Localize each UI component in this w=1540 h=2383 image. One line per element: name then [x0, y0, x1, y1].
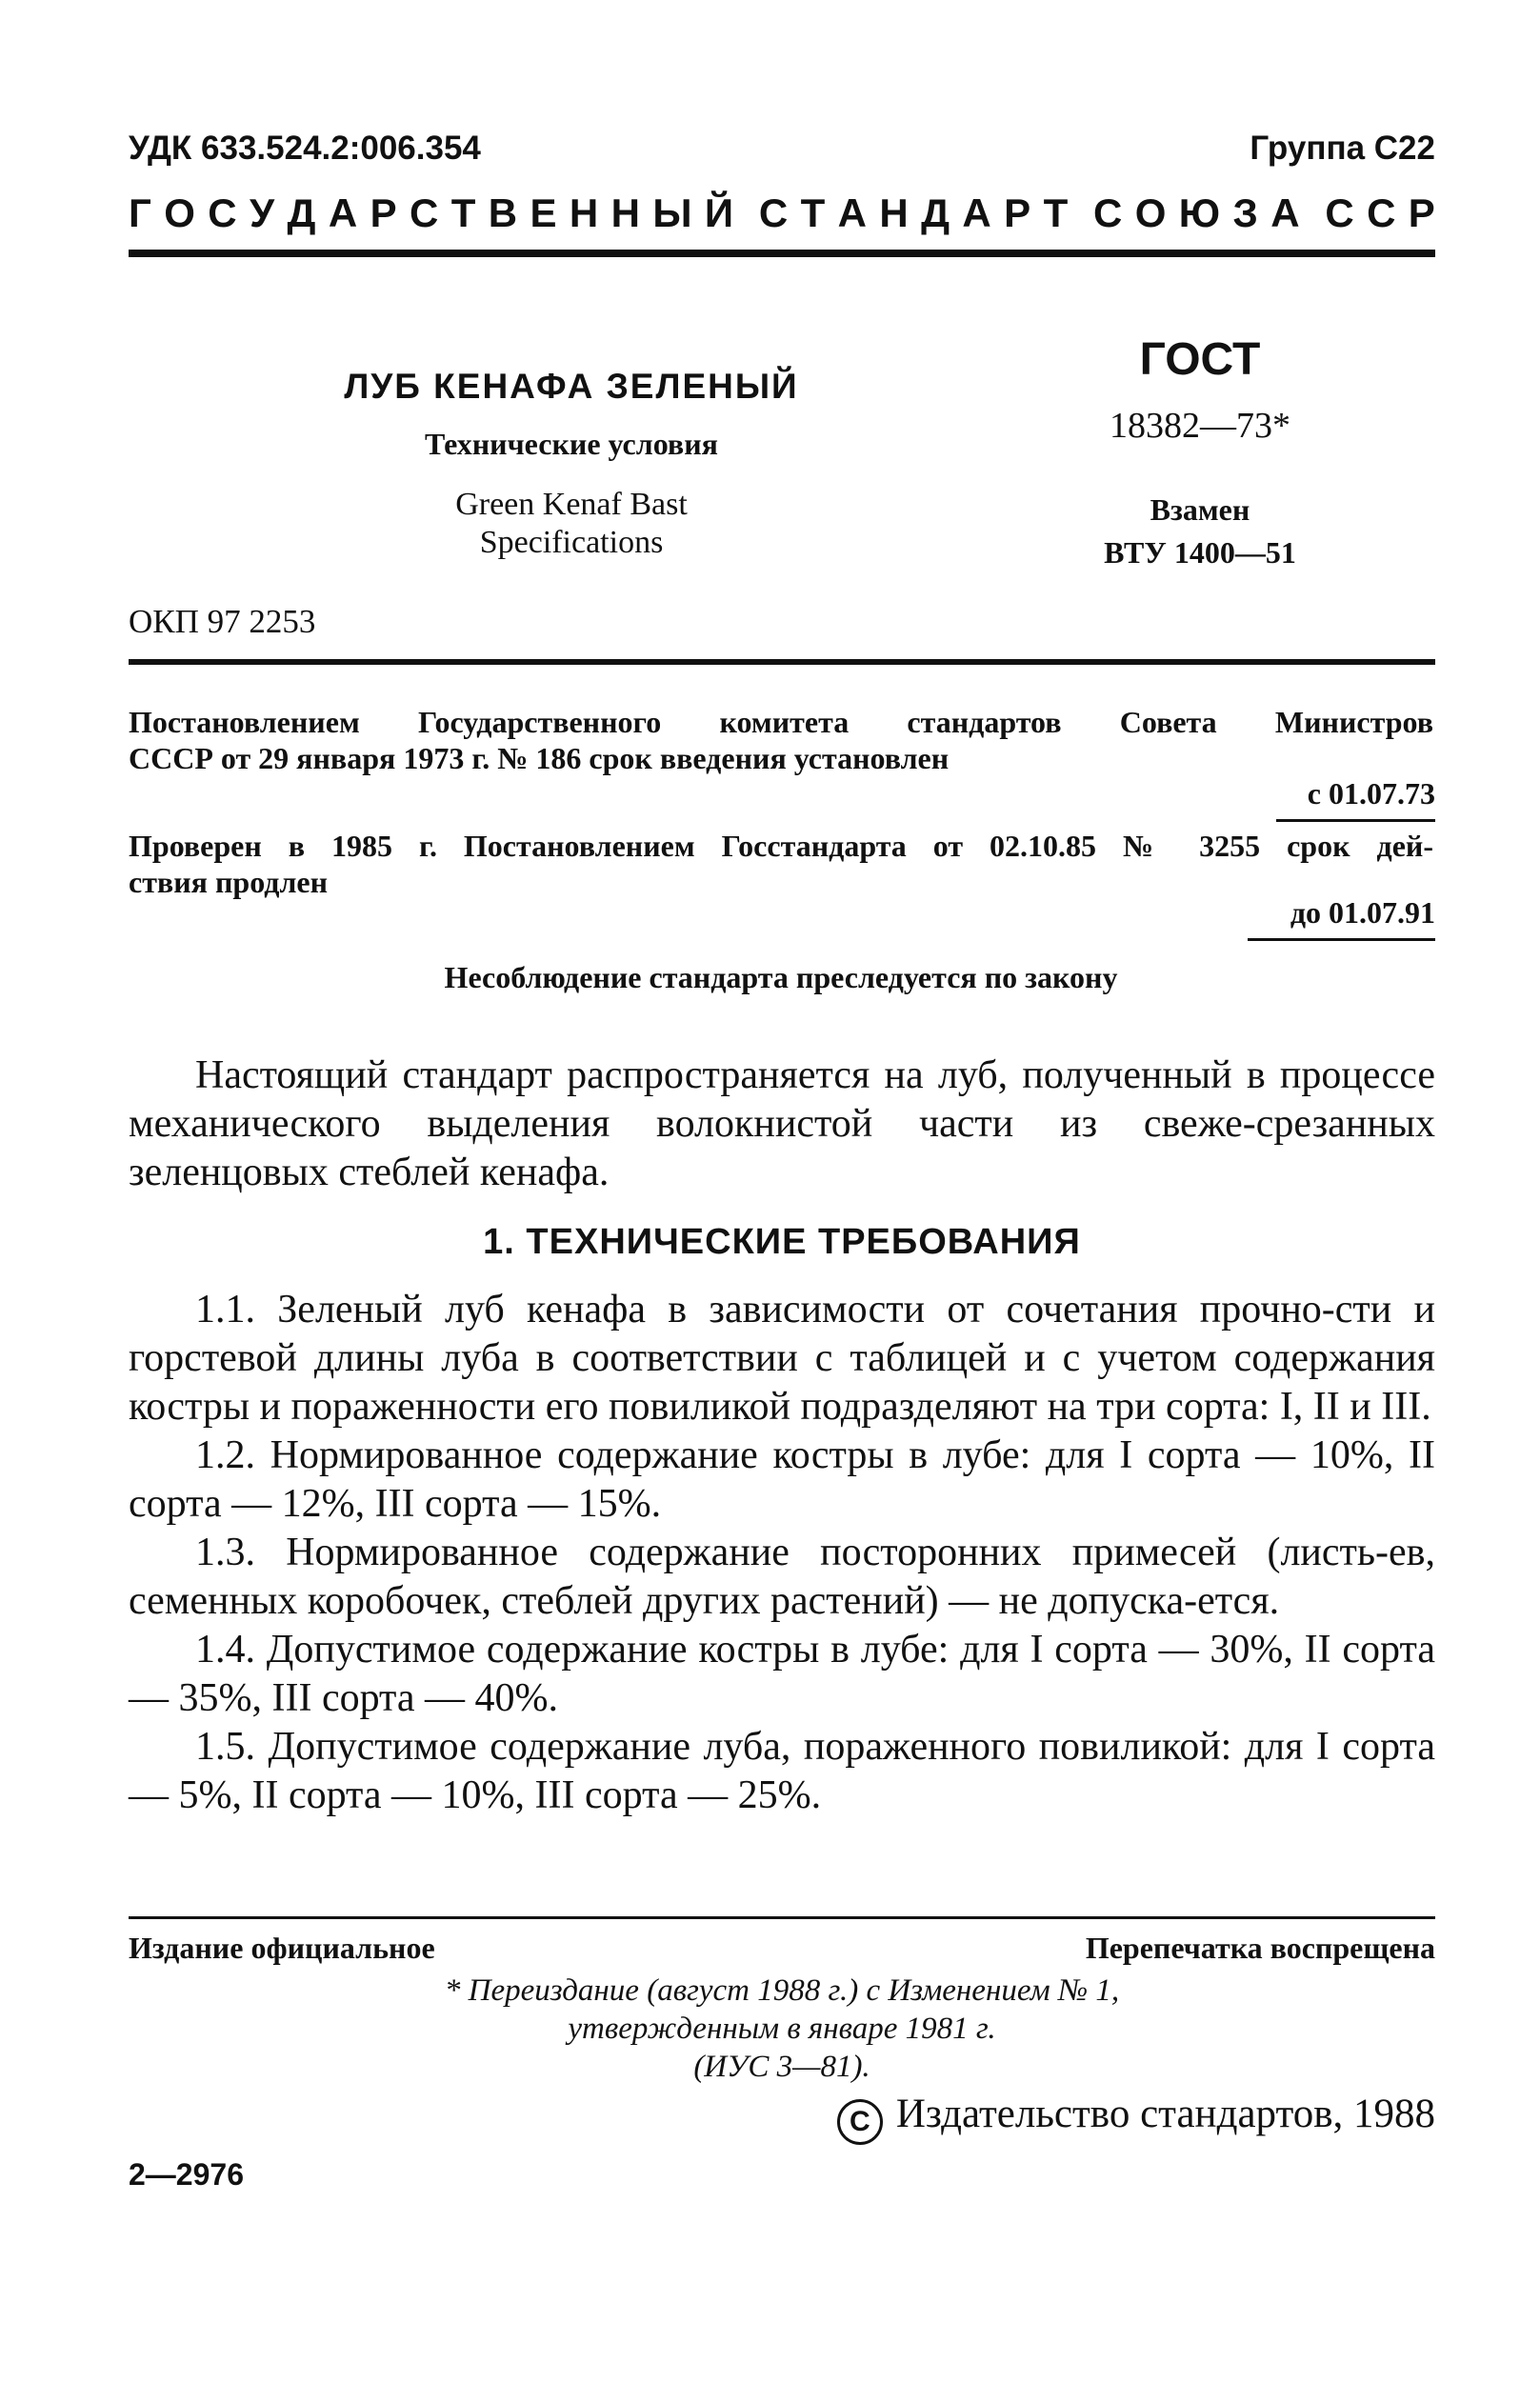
state-standard-letter: А — [328, 190, 358, 235]
state-standard-letter: О — [1134, 190, 1167, 235]
state-standard-letter: Г — [129, 190, 151, 235]
print-code: 2—2976 — [129, 2157, 244, 2192]
decree-second-date: до 01.07.91 — [1290, 895, 1435, 930]
footer-rule — [129, 1916, 1435, 1919]
state-standard-heading — [129, 190, 1435, 236]
official-edition: Издание официальное — [129, 1931, 435, 1965]
document-subtitle: Технические условия — [425, 427, 718, 461]
decree-date-rule — [1276, 819, 1435, 822]
state-standard-letter: Д — [287, 190, 316, 235]
intro-paragraph: Настоящий стандарт распространяется на луб, полученный в процессе механического выделения волокнистой части из свеже-срезанных зеленцовых стеблей кенафа. — [129, 1053, 1435, 1194]
state-standard-letter: Т — [800, 190, 826, 235]
decree-first-line1: Постановлением Государственного комитета стандартов Совета Министров — [129, 705, 1433, 739]
state-standard-letter: С — [208, 190, 237, 235]
state-standard-letter: С — [1367, 190, 1396, 235]
state-standard-letter: Т — [1043, 190, 1069, 235]
replaces-value: ВТУ 1400—51 — [1104, 535, 1296, 570]
state-standard-letter: Д — [921, 190, 950, 235]
state-standard-letter: Й — [704, 190, 734, 235]
decree-date-rule-2 — [1248, 938, 1435, 941]
publisher-text: Издательство стандартов, 1988 — [895, 2092, 1435, 2136]
state-standard-letter: Ю — [1178, 190, 1221, 235]
english-title-line1: Green Kenaf Bast — [455, 487, 688, 522]
decree-first-line2: СССР от 29 января 1973 г. № 186 срок введения установлен — [129, 741, 950, 775]
document-title: ЛУБ КЕНАФА ЗЕЛЕНЫЙ — [344, 367, 799, 406]
section-title: 1. ТЕХНИЧЕСКИЕ ТРЕБОВАНИЯ — [483, 1222, 1081, 1262]
clause-1-3: 1.3. Нормированное содержание посторонних примесей (листь-ев, семенных коробочек, стеблей других растений) — не допуска-ется. — [129, 1531, 1435, 1623]
state-standard-letter: А — [962, 190, 991, 235]
state-standard-letter: В — [488, 190, 518, 235]
state-standard-letter: Р — [1408, 190, 1435, 235]
state-standard-letter: С — [1093, 190, 1123, 235]
reissue-line3: (ИУС 3—81). — [693, 2050, 870, 2084]
state-standard-letter: С — [1325, 190, 1354, 235]
state-standard-letter: Ы — [652, 190, 692, 235]
legal-notice: Несоблюдение стандарта преследуется по закону — [444, 960, 1118, 994]
title-block-rule — [129, 659, 1435, 665]
decree-second-line2: ствия продлен — [129, 865, 329, 899]
state-standard-letter: С — [758, 190, 789, 235]
clause-1-5: 1.5. Допустимое содержание луба, пораженного повиликой: для I сорта — 5%, II сорта — 10%, III сорта — 25%. — [129, 1725, 1435, 1817]
clause-1-2: 1.2. Нормированное содержание костры в лубе: для I сорта — 10%, II сорта — 12%, III сорта — 15%. — [129, 1433, 1435, 1526]
english-title-line2: Specifications — [479, 525, 664, 560]
english-title — [324, 486, 819, 562]
replaces-label: Взамен — [1150, 492, 1250, 527]
decree-first-date: с 01.07.73 — [1307, 776, 1435, 811]
clause-1-1: 1.1. Зеленый луб кенафа в зависимости от сочетания прочно-сти и горстевой длины луба в соответствии с таблицей и с учетом содержания костры и пораженности его повиликой подразделяют на три сорта: I, II и III. — [129, 1288, 1435, 1429]
state-standard-letter: Н — [610, 190, 640, 235]
decree-second-line1: Проверен в 1985 г. Постановлением Госстандарта от 02.10.85 № 3255 срок дей- — [129, 829, 1433, 863]
state-standard-letter: Р — [370, 190, 397, 235]
state-standard-letter: А — [837, 190, 867, 235]
reissue-line2: утвержденным в январе 1981 г. — [568, 2012, 996, 2046]
state-standard-letter: С — [409, 190, 439, 235]
reprint-prohibited: Перепечатка воспрещена — [1085, 1931, 1435, 1965]
state-standard-letter: У — [250, 190, 275, 235]
group-code: Группа С22 — [1250, 130, 1435, 167]
clause-1-4: 1.4. Допустимое содержание костры в лубе: для I сорта — 30%, II сорта — 35%, III сорта — 40%. — [129, 1628, 1435, 1720]
state-standard-letter: Т — [450, 190, 476, 235]
gost-number: 18382—73* — [1110, 406, 1290, 446]
header-rule — [129, 250, 1435, 257]
publisher — [837, 2091, 1435, 2145]
state-standard-letter: З — [1232, 190, 1258, 235]
state-standard-letter: Н — [569, 190, 599, 235]
okp-code: ОКП 97 2253 — [129, 603, 316, 640]
state-standard-letter: Е — [530, 190, 557, 235]
copyright-icon: C — [837, 2099, 883, 2145]
state-standard-letter: О — [164, 190, 195, 235]
state-standard-letter: Р — [1004, 190, 1031, 235]
reissue-note — [129, 1972, 1435, 2086]
gost-label: ГОСТ — [1139, 334, 1261, 385]
reissue-line1: * Переиздание (август 1988 г.) с Изменением № 1, — [444, 1973, 1120, 2008]
clauses-list — [129, 1286, 1435, 1820]
udk-code: УДК 633.524.2:006.354 — [129, 130, 481, 167]
state-standard-letter: Н — [879, 190, 909, 235]
state-standard-letter: А — [1270, 190, 1300, 235]
